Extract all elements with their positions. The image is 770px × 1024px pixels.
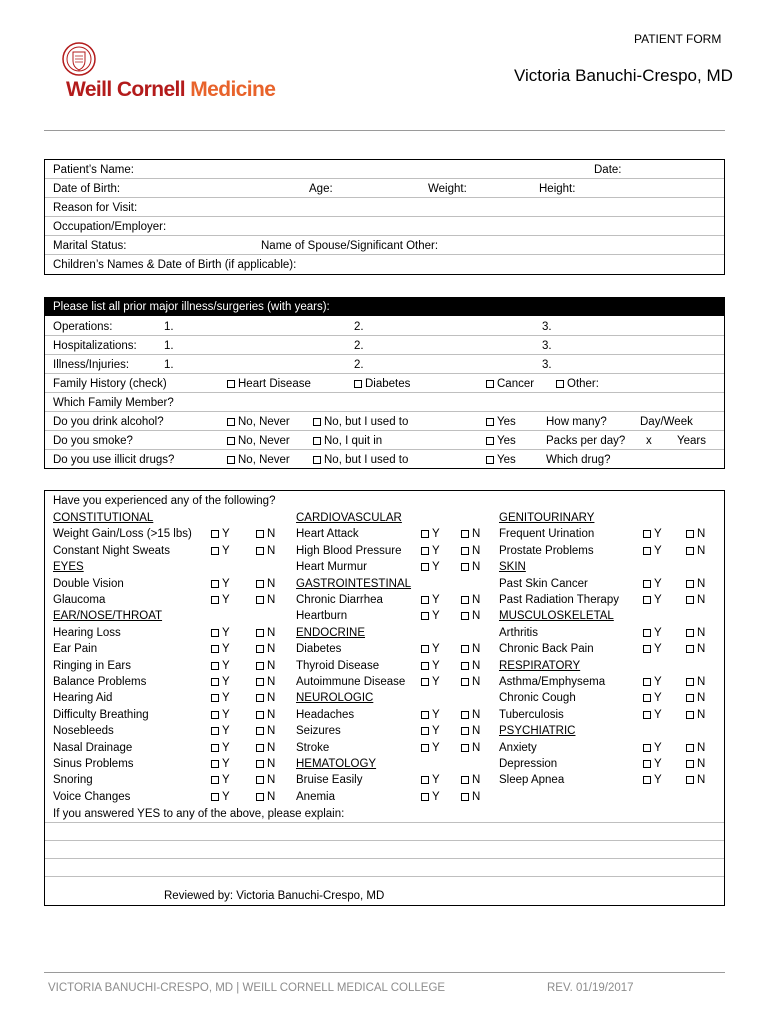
checkbox-icon [256, 645, 264, 653]
ros-section-heading: GASTROINTESTINAL [296, 578, 412, 590]
ros-symptom-label: Arthritis [499, 627, 538, 639]
checkbox-icon [686, 530, 694, 538]
family-cancer-checkbox[interactable]: Cancer [486, 377, 534, 391]
ros-n-checkbox[interactable]: N [461, 659, 480, 673]
checkbox-icon [643, 547, 651, 555]
checkbox-icon [211, 760, 219, 768]
checkbox-icon [421, 645, 429, 653]
checkbox-icon [486, 418, 494, 426]
ros-section-heading: CARDIOVASCULAR [296, 512, 402, 524]
ros-y-checkbox[interactable]: Y [643, 675, 662, 689]
ros-section-heading: EYES [53, 561, 84, 573]
logo-text-weill-cornell: Weill Cornell [66, 78, 191, 101]
ros-n-checkbox[interactable]: N [256, 741, 275, 755]
checkbox-icon [643, 678, 651, 686]
ros-symptom-label: Thyroid Disease [296, 660, 380, 672]
ros-symptom-label: Snoring [53, 774, 93, 786]
checkbox-icon [256, 711, 264, 719]
ros-n-checkbox[interactable]: N [461, 544, 480, 558]
ros-symptom-label: Headaches [296, 709, 355, 721]
ros-n-checkbox[interactable]: N [256, 708, 275, 722]
ros-n-checkbox[interactable]: N [256, 790, 275, 804]
ros-n-checkbox[interactable]: N [256, 724, 275, 738]
ros-y-checkbox[interactable]: Y [643, 527, 662, 541]
illness-2[interactable]: 2. [354, 359, 364, 371]
ros-symptom-label: Stroke [296, 742, 330, 754]
ros-y-checkbox[interactable]: Y [643, 544, 662, 558]
checkbox-icon [461, 678, 469, 686]
checkbox-icon [461, 776, 469, 784]
checkbox-icon [643, 530, 651, 538]
checkbox-icon [421, 793, 429, 801]
ros-y-checkbox[interactable]: Y [421, 609, 440, 623]
checkbox-icon [211, 645, 219, 653]
checkbox-icon [211, 776, 219, 784]
ros-symptom-label: Chronic Cough [499, 692, 576, 704]
checkbox-icon [686, 580, 694, 588]
ros-n-checkbox[interactable]: N [256, 642, 275, 656]
doctor-name: Victoria Banuchi-Crespo, MD [514, 66, 733, 85]
checkbox-icon [461, 793, 469, 801]
ros-symptom-label: Hearing Loss [53, 627, 121, 639]
footer-left: VICTORIA BANUCHI-CRESPO, MD | WEILL CORNELL MEDICAL COLLEGE [48, 982, 446, 994]
ros-n-checkbox[interactable]: N [256, 757, 275, 771]
ros-n-checkbox[interactable]: N [686, 773, 705, 787]
ros-y-checkbox[interactable]: Y [211, 642, 230, 656]
checkbox-icon [461, 530, 469, 538]
checkbox-icon [227, 437, 235, 445]
drugs-never-checkbox[interactable]: No, Never [227, 453, 290, 467]
checkbox-icon [227, 456, 235, 464]
checkbox-icon [461, 744, 469, 752]
ros-n-checkbox[interactable]: N [461, 724, 480, 738]
ros-n-checkbox[interactable]: N [461, 675, 480, 689]
ros-n-checkbox[interactable]: N [256, 544, 275, 558]
ros-section-heading: EAR/NOSE/THROAT [53, 610, 163, 622]
ros-y-checkbox[interactable]: Y [643, 626, 662, 640]
checkbox-icon [313, 418, 321, 426]
ros-n-checkbox[interactable]: N [686, 741, 705, 755]
hospitalizations-1[interactable]: 1. [164, 340, 174, 352]
ros-symptom-label: Nosebleeds [53, 725, 114, 737]
history-banner-text: Please list all prior major illness/surgeries (with years): [53, 301, 330, 313]
checkbox-icon [227, 380, 235, 388]
ros-symptom-label: Bruise Easily [296, 774, 363, 786]
ros-symptom-label: Frequent Urination [499, 528, 595, 540]
checkbox-icon [421, 744, 429, 752]
checkbox-icon [256, 793, 264, 801]
checkbox-icon [686, 547, 694, 555]
smoke-years: Years [677, 435, 706, 447]
ros-y-checkbox[interactable]: Y [211, 577, 230, 591]
ros-symptom-label: Voice Changes [53, 791, 131, 803]
ros-symptom-label: Sinus Problems [53, 758, 134, 770]
ros-symptom-label: Heart Murmur [296, 561, 367, 573]
smoke-packs-per-day: Packs per day? [546, 435, 626, 447]
age-label[interactable]: Age: [309, 183, 333, 195]
checkbox-icon [686, 694, 694, 702]
ros-symptom-label: Diabetes [296, 643, 342, 655]
checkbox-icon [211, 580, 219, 588]
checkbox-icon [461, 563, 469, 571]
checkbox-icon [686, 678, 694, 686]
checkbox-icon [686, 596, 694, 604]
drugs-yes-checkbox[interactable]: Yes [486, 453, 516, 467]
ros-symptom-label: Heartburn [296, 610, 348, 622]
drugs-which-drug: Which drug? [546, 454, 611, 466]
patient-name-label[interactable]: Patient’s Name: [53, 164, 134, 176]
ros-y-checkbox[interactable]: Y [421, 527, 440, 541]
ros-symptom-label: Tuberculosis [499, 709, 564, 721]
checkbox-icon [421, 612, 429, 620]
ros-section-heading: PSYCHIATRIC [499, 725, 576, 737]
ros-symptom-label: Ringing in Ears [53, 660, 131, 672]
checkbox-icon [643, 596, 651, 604]
ros-symptom-label: Prostate Problems [499, 545, 594, 557]
ros-y-checkbox[interactable]: Y [211, 708, 230, 722]
checkbox-icon [421, 678, 429, 686]
ros-n-checkbox[interactable]: N [686, 577, 705, 591]
ros-symptom-label: Weight Gain/Loss (>15 lbs) [53, 528, 192, 540]
checkbox-icon [686, 629, 694, 637]
checkbox-icon [211, 727, 219, 735]
ros-n-checkbox[interactable]: N [256, 577, 275, 591]
checkbox-icon [643, 629, 651, 637]
ros-symptom-label: High Blood Pressure [296, 545, 402, 557]
ros-n-checkbox[interactable]: N [686, 593, 705, 607]
checkbox-icon [686, 645, 694, 653]
ros-n-checkbox[interactable]: N [686, 691, 705, 705]
ros-section-heading: NEUROLOGIC [296, 692, 374, 704]
smoke-never-checkbox[interactable]: No, Never [227, 434, 290, 448]
illness-label: Illness/Injuries: [53, 359, 130, 371]
ros-symptom-label: Seizures [296, 725, 341, 737]
ros-symptom-label: Glaucoma [53, 594, 106, 606]
checkbox-icon [461, 612, 469, 620]
ros-y-checkbox[interactable]: Y [643, 757, 662, 771]
ros-section-heading: HEMATOLOGY [296, 758, 377, 770]
date-label[interactable]: Date: [594, 164, 622, 176]
ros-y-checkbox[interactable]: Y [211, 527, 230, 541]
ros-symptom-label: Hearing Aid [53, 692, 113, 704]
checkbox-icon [256, 776, 264, 784]
ros-y-checkbox[interactable]: Y [421, 560, 440, 574]
weight-label[interactable]: Weight: [428, 183, 467, 195]
checkbox-icon [354, 380, 362, 388]
header-divider [44, 130, 725, 131]
ros-y-checkbox[interactable]: Y [643, 691, 662, 705]
ros-y-checkbox[interactable]: Y [421, 790, 440, 804]
ros-symptom-label: Nasal Drainage [53, 742, 133, 754]
checkbox-icon [686, 760, 694, 768]
ros-n-checkbox[interactable]: N [686, 544, 705, 558]
ros-y-checkbox[interactable]: Y [421, 659, 440, 673]
checkbox-icon [313, 456, 321, 464]
ros-n-checkbox[interactable]: N [256, 675, 275, 689]
checkbox-icon [421, 711, 429, 719]
ros-section-heading: MUSCULOSKELETAL [499, 610, 614, 622]
ros-symptom-label: Heart Attack [296, 528, 359, 540]
ros-n-checkbox[interactable]: N [461, 773, 480, 787]
ros-n-checkbox[interactable]: N [686, 642, 705, 656]
checkbox-icon [421, 727, 429, 735]
ros-symptom-label: Anxiety [499, 742, 537, 754]
ros-y-checkbox[interactable]: Y [643, 642, 662, 656]
ros-y-checkbox[interactable]: Y [421, 675, 440, 689]
checkbox-icon [643, 744, 651, 752]
ros-y-checkbox[interactable]: Y [211, 626, 230, 640]
alcohol-question: Do you drink alcohol? [53, 416, 164, 428]
checkbox-icon [211, 678, 219, 686]
checkbox-icon [421, 776, 429, 784]
ros-symptom-label: Constant Night Sweats [53, 545, 170, 557]
ros-n-checkbox[interactable]: N [461, 642, 480, 656]
smoke-question: Do you smoke? [53, 435, 133, 447]
operations-2[interactable]: 2. [354, 321, 364, 333]
checkbox-icon [256, 530, 264, 538]
checkbox-icon [643, 711, 651, 719]
operations-label: Operations: [53, 321, 113, 333]
ros-y-checkbox[interactable]: Y [211, 757, 230, 771]
reason-label[interactable]: Reason for Visit: [53, 202, 138, 214]
checkbox-icon [421, 596, 429, 604]
checkbox-icon [227, 418, 235, 426]
ros-y-checkbox[interactable]: Y [211, 724, 230, 738]
height-label[interactable]: Height: [539, 183, 576, 195]
checkbox-icon [686, 776, 694, 784]
ros-symptom-label: Autoimmune Disease [296, 676, 406, 688]
ros-y-checkbox[interactable]: Y [643, 593, 662, 607]
ros-section-heading: ENDOCRINE [296, 627, 366, 639]
alcohol-used-to-checkbox[interactable]: No, but I used to [313, 415, 408, 429]
checkbox-icon [256, 760, 264, 768]
checkbox-icon [461, 645, 469, 653]
checkbox-icon [211, 629, 219, 637]
operations-1[interactable]: 1. [164, 321, 174, 333]
checkbox-icon [313, 437, 321, 445]
checkbox-icon [211, 711, 219, 719]
ros-n-checkbox[interactable]: N [686, 675, 705, 689]
footer-revision: REV. 01/19/2017 [547, 982, 634, 994]
checkbox-icon [421, 662, 429, 670]
ros-y-checkbox[interactable]: Y [643, 577, 662, 591]
ros-title: Have you experienced any of the following? [53, 495, 276, 507]
alcohol-never-checkbox[interactable]: No, Never [227, 415, 290, 429]
ros-y-checkbox[interactable]: Y [211, 741, 230, 755]
ros-symptom-label: Past Radiation Therapy [499, 594, 619, 606]
reviewer-name: Victoria Banuchi-Crespo, MD [236, 890, 385, 902]
ros-y-checkbox[interactable]: Y [211, 659, 230, 673]
ros-y-checkbox[interactable]: Y [421, 724, 440, 738]
family-other-checkbox[interactable]: Other: [556, 377, 599, 391]
checkbox-icon [461, 711, 469, 719]
ros-y-checkbox[interactable]: Y [421, 642, 440, 656]
ros-n-checkbox[interactable]: N [256, 659, 275, 673]
ros-symptom-label: Difficulty Breathing [53, 709, 149, 721]
drugs-question: Do you use illicit drugs? [53, 454, 175, 466]
ros-y-checkbox[interactable]: Y [643, 741, 662, 755]
checkbox-icon [556, 380, 564, 388]
form-label: PATIENT FORM [634, 32, 722, 46]
checkbox-icon [256, 547, 264, 555]
ros-symptom-label: Chronic Back Pain [499, 643, 594, 655]
checkbox-icon [486, 456, 494, 464]
checkbox-icon [461, 727, 469, 735]
checkbox-icon [256, 580, 264, 588]
checkbox-icon [211, 547, 219, 555]
ros-n-checkbox[interactable]: N [256, 527, 275, 541]
checkbox-icon [211, 596, 219, 604]
ros-n-checkbox[interactable]: N [461, 527, 480, 541]
dob-label[interactable]: Date of Birth: [53, 183, 121, 195]
alcohol-yes-checkbox[interactable]: Yes [486, 415, 516, 429]
ros-section-heading: RESPIRATORY [499, 660, 581, 672]
ros-n-checkbox[interactable]: N [461, 560, 480, 574]
ros-symptom-label: Depression [499, 758, 558, 770]
ros-symptom-label: Sleep Apnea [499, 774, 565, 786]
ros-y-checkbox[interactable]: Y [211, 691, 230, 705]
family-heart-disease-checkbox[interactable]: Heart Disease [227, 377, 311, 391]
ros-n-checkbox[interactable]: N [256, 691, 275, 705]
ros-y-checkbox[interactable]: Y [211, 675, 230, 689]
marital-label[interactable]: Marital Status: [53, 240, 127, 252]
weill-cornell-logo [66, 78, 275, 102]
checkbox-icon [256, 744, 264, 752]
ros-y-checkbox[interactable]: Y [211, 544, 230, 558]
checkbox-icon [421, 530, 429, 538]
checkbox-icon [486, 437, 494, 445]
ros-symptom-label: Chronic Diarrhea [296, 594, 383, 606]
checkbox-icon [686, 744, 694, 752]
ros-symptom-label: Asthma/Emphysema [499, 676, 606, 688]
ros-y-checkbox[interactable]: Y [643, 773, 662, 787]
checkbox-icon [486, 380, 494, 388]
ros-n-checkbox[interactable]: N [256, 773, 275, 787]
ros-y-checkbox[interactable]: Y [421, 593, 440, 607]
checkbox-icon [256, 678, 264, 686]
smoke-quit-checkbox[interactable]: No, I quit in [313, 434, 382, 448]
cornell-seal-logo [62, 40, 96, 83]
alcohol-day-week: Day/Week [640, 416, 693, 428]
ros-symptom-label: Past Skin Cancer [499, 578, 588, 590]
hospitalizations-3[interactable]: 3. [542, 340, 552, 352]
ros-n-checkbox[interactable]: N [256, 626, 275, 640]
ros-symptom-label: Anemia [296, 791, 335, 803]
checkbox-icon [461, 596, 469, 604]
ros-n-checkbox[interactable]: N [686, 527, 705, 541]
checkbox-icon [211, 530, 219, 538]
explain-label: If you answered YES to any of the above, please explain: [53, 808, 345, 820]
hospitalizations-2[interactable]: 2. [354, 340, 364, 352]
smoke-times: x [646, 435, 652, 447]
family-diabetes-checkbox[interactable]: Diabetes [354, 377, 410, 391]
ros-n-checkbox[interactable]: N [256, 593, 275, 607]
illness-1[interactable]: 1. [164, 359, 174, 371]
ros-y-checkbox[interactable]: Y [421, 708, 440, 722]
ros-section-heading: CONSTITUTIONAL [53, 512, 154, 524]
checkbox-icon [211, 694, 219, 702]
children-label[interactable]: Children’s Names & Date of Birth (if applicable): [53, 259, 297, 271]
which-member-label[interactable]: Which Family Member? [53, 397, 174, 409]
hospitalizations-label: Hospitalizations: [53, 340, 137, 352]
smoke-yes-checkbox[interactable]: Yes [486, 434, 516, 448]
ros-n-checkbox[interactable]: N [461, 741, 480, 755]
reviewed-by: Reviewed by: Victoria Banuchi-Crespo, MD [164, 890, 385, 902]
checkbox-icon [256, 629, 264, 637]
checkbox-icon [643, 776, 651, 784]
spouse-label[interactable]: Name of Spouse/Significant Other: [261, 240, 439, 252]
illness-3[interactable]: 3. [542, 359, 552, 371]
ros-n-checkbox[interactable]: N [461, 708, 480, 722]
checkbox-icon [211, 744, 219, 752]
ros-y-checkbox[interactable]: Y [421, 544, 440, 558]
checkbox-icon [256, 662, 264, 670]
ros-y-checkbox[interactable]: Y [211, 593, 230, 607]
ros-y-checkbox[interactable]: Y [643, 708, 662, 722]
ros-symptom-label: Balance Problems [53, 676, 147, 688]
footer-divider [44, 972, 725, 973]
ros-y-checkbox[interactable]: Y [421, 773, 440, 787]
ros-y-checkbox[interactable]: Y [211, 790, 230, 804]
ros-n-checkbox[interactable]: N [686, 757, 705, 771]
family-history-label: Family History (check) [53, 378, 167, 390]
ros-n-checkbox[interactable]: N [461, 609, 480, 623]
checkbox-icon [211, 662, 219, 670]
ros-n-checkbox[interactable]: N [461, 593, 480, 607]
checkbox-icon [256, 596, 264, 604]
checkbox-icon [421, 563, 429, 571]
drugs-used-to-checkbox[interactable]: No, but I used to [313, 453, 408, 467]
checkbox-icon [461, 547, 469, 555]
ros-section-heading: GENITOURINARY [499, 512, 595, 524]
operations-3[interactable]: 3. [542, 321, 552, 333]
ros-symptom-label: Ear Pain [53, 643, 98, 655]
ros-n-checkbox[interactable]: N [461, 790, 480, 804]
occupation-label[interactable]: Occupation/Employer: [53, 221, 167, 233]
ros-n-checkbox[interactable]: N [686, 708, 705, 722]
checkbox-icon [256, 694, 264, 702]
checkbox-icon [211, 793, 219, 801]
checkbox-icon [643, 760, 651, 768]
checkbox-icon [643, 580, 651, 588]
alcohol-how-many: How many? [546, 416, 607, 428]
ros-y-checkbox[interactable]: Y [211, 773, 230, 787]
checkbox-icon [421, 547, 429, 555]
ros-symptom-label: Double Vision [53, 578, 124, 590]
ros-section-heading: SKIN [499, 561, 526, 573]
checkbox-icon [643, 694, 651, 702]
ros-y-checkbox[interactable]: Y [421, 741, 440, 755]
checkbox-icon [256, 727, 264, 735]
logo-text-medicine: Medicine [190, 78, 276, 101]
checkbox-icon [686, 711, 694, 719]
checkbox-icon [461, 662, 469, 670]
checkbox-icon [643, 645, 651, 653]
ros-n-checkbox[interactable]: N [686, 626, 705, 640]
